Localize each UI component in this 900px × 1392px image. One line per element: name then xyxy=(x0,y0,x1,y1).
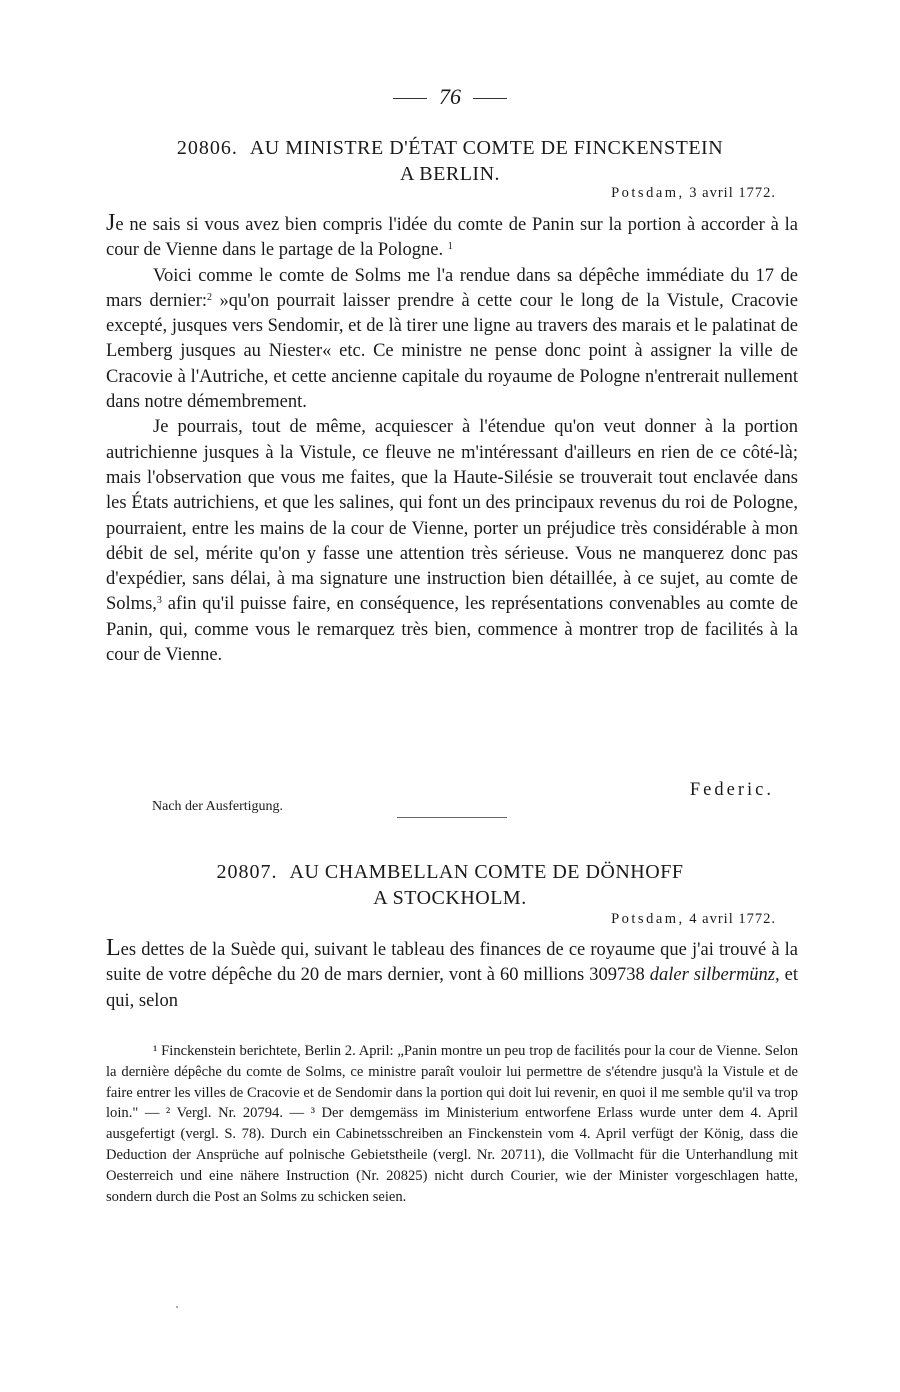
scan-speck xyxy=(176,1306,178,1308)
letter-2-place: Potsdam, xyxy=(611,911,685,927)
letter-2-p1-text-a: es dettes de la Suède qui, suivant le tableau des finances de ce royaume que j'ai trouvé à la suite de votre dépêche du 20 de mars dernier, vont à 60 millions 309738 xyxy=(106,940,798,986)
letter-2-body xyxy=(106,936,798,1014)
letter-2-heading xyxy=(0,859,900,911)
footnote-ref-2: 2 xyxy=(207,291,212,303)
letter-2-number: 20807. xyxy=(216,861,278,883)
page-number xyxy=(0,84,900,110)
letter-1-p2-text-b: »qu'on pourrait laisser prendre à cette cour le long de la Vistule, Cracovie excepté, jusques vers Sendomir, et de là tirer une ligne au travers des marais et le palatinat de Lemberg jusques au Niester« etc. Ce ministre ne pense donc point à assigner la ville de Cracovie à l'Autriche, et cette ancienne capitale du royaume de Pologne n'entrerait nullement dans notre démembrement. xyxy=(106,290,798,413)
letter-2-heading-line1: AU CHAMBELLAN COMTE DE DÖNHOFF xyxy=(289,861,684,883)
letter-1-p3-text-b: afin qu'il puisse faire, en conséquence, les représentations convenables au comte de Panin, qui, comme vous le remarquez très bien, commence à montrer trop de facilités à la cour de Vienne. xyxy=(106,594,798,666)
letter-2-date: 4 avril 1772. xyxy=(689,911,776,927)
letter-1-paragraph-3 xyxy=(106,415,798,668)
footnotes-text: ¹ Finckenstein berichtete, Berlin 2. April: „Panin montre un peu trop de facilités pour la cour de Vienne. Selon la dernière dépêche du comte de Solms, ce ministre paraît vouloir lui permettre de s'étendre jusqu'à la Vistule et de faire entrer les villes de Cracovie et de Sendomir dans la portion qui doit lui revenir, en quoi il me semble qu'il va trop loin." — ² Vergl. Nr. 20794. — ³ Der demgemäss im Ministerium entworfene Erlass wurde unter dem 4. April ausgefertigt (vergl. S. 78). Durch ein Cabinetsschreiben an Finckenstein vom 4. April verfügt der König, dass die Deduction der Ansprüche auf polnische Gebietstheile (vergl. Nr. 20711), die Vollmacht für die Unterhandlung mit Oesterreich und eine nähere Instruction (Nr. 20825) nicht durch Courier, wie der Minister vorgeschlagen hatte, sondern durch die Post an Solms zu schicken seien. xyxy=(106,1043,798,1205)
letter-1-paragraph-2 xyxy=(106,264,798,416)
letter-1-heading-line1: AU MINISTRE D'ÉTAT COMTE DE FINCKENSTEIN xyxy=(249,137,724,159)
footnote-ref-1: 1 xyxy=(447,241,453,253)
letter-1-heading xyxy=(0,135,900,187)
letter-2-dropcap: L xyxy=(106,935,121,961)
letter-1-signature: Federic. xyxy=(689,780,774,800)
page-number-dash-right xyxy=(473,98,507,99)
letter-2-paragraph-1 xyxy=(106,936,798,1014)
letter-1-source-note: Nach der Ausfertigung. xyxy=(152,799,284,814)
letter-1-body xyxy=(106,211,798,668)
letter-1-heading-line2: A BERLIN. xyxy=(399,163,501,185)
page-number-dash-left xyxy=(393,98,427,99)
letter-1-paragraph-1 xyxy=(106,211,798,264)
letter-1-place: Potsdam, xyxy=(611,185,685,201)
page-number-value: 76 xyxy=(439,84,461,109)
letter-2-p1-italic: daler silbermünz, xyxy=(649,965,780,986)
letter-1-dateline xyxy=(611,185,776,202)
letter-1-number: 20806. xyxy=(176,137,238,159)
letter-1-dropcap: J xyxy=(106,210,116,236)
letter-2-dateline xyxy=(611,911,776,928)
letter-1-p1-text: e ne sais si vous avez bien compris l'idée du comte de Panin sur la portion à accorder à la cour de Vienne dans le partage de la Pologne. xyxy=(106,215,798,261)
footnotes xyxy=(106,1041,798,1207)
letter-2-p1-text-b: et qui, selon xyxy=(106,965,799,1011)
letter-2-heading-line2: A STOCKHOLM. xyxy=(373,887,527,909)
letter-1-date: 3 avril 1772. xyxy=(689,185,776,201)
letter-1-p3-text-a: Je pourrais, tout de même, acquiescer à l'étendue qu'on veut donner à la portion autrichienne jusques à la Vistule, ce fleuve ne m'intéressant d'ailleurs en rien de ce côté-là; mais l'observation que vous me faites, que la Haute-Silésie se trouverait tout enclavée dans les États autrichiens, et que les salines, qui font un des principaux revenus du roi de Pologne, pourraient, entre les mains de la cour de Vienne, porter un préjudice très considérable à mon débit de sel, mérite qu'on y fasse une attention très sérieuse. Vous ne manquerez donc pas d'expédier, sans délai, à ma signature une instruction bien détaillée, à ce sujet, au comte de Solms, xyxy=(106,417,798,615)
letter-1-p2-text-a: Voici comme le comte de Solms me l'a rendue dans sa dépêche immédiate du 17 de mars dernier: xyxy=(106,265,798,311)
footnote-ref-3: 3 xyxy=(156,595,162,607)
letter-separator xyxy=(397,817,507,818)
